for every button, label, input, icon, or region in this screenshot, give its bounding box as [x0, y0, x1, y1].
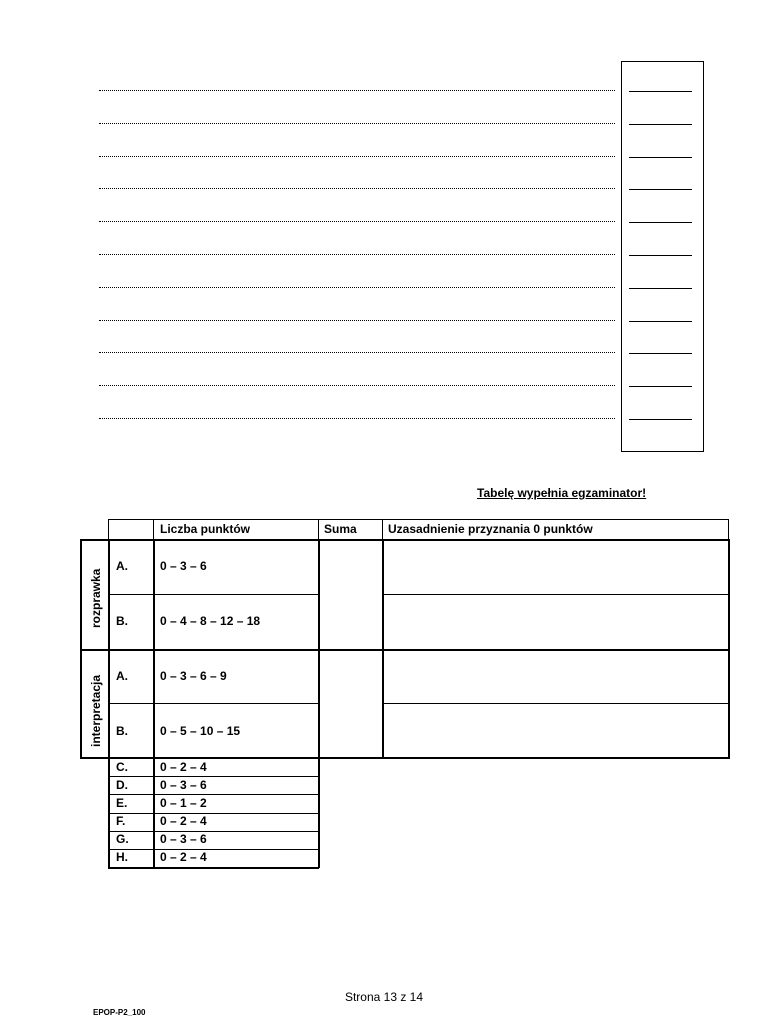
- extra-row-letter: C.: [116, 760, 128, 774]
- grid-line: [153, 519, 154, 540]
- row-letter: B.: [116, 724, 128, 738]
- extra-row-points: 0 – 3 – 6: [160, 832, 207, 846]
- header-justification: Uzasadnienie przyznania 0 punktów: [388, 522, 593, 536]
- header-sum: Suma: [324, 522, 357, 536]
- justification-cell[interactable]: [382, 703, 728, 758]
- group-label-interpretacja: interpretacja: [89, 674, 103, 747]
- grid-line: [80, 539, 729, 541]
- extra-row-points: 0 – 2 – 4: [160, 850, 207, 864]
- group-label-rozprawka: rozprawka: [89, 568, 103, 628]
- grid-line: [382, 539, 384, 759]
- score-line[interactable]: [629, 189, 692, 190]
- answer-line[interactable]: [99, 156, 615, 157]
- answer-line[interactable]: [99, 221, 615, 222]
- grid-line: [318, 758, 320, 868]
- grid-line: [108, 539, 110, 759]
- score-line[interactable]: [629, 124, 692, 125]
- grid-line: [318, 519, 319, 540]
- grid-line: [80, 757, 729, 759]
- justification-cell[interactable]: [382, 594, 728, 650]
- grid-line: [108, 519, 109, 540]
- grid-line: [108, 776, 318, 777]
- grid-line: [80, 539, 82, 759]
- grid-line: [108, 813, 318, 814]
- justification-cell[interactable]: [382, 650, 728, 703]
- answer-line[interactable]: [99, 352, 615, 353]
- extra-row-points: 0 – 1 – 2: [160, 796, 207, 810]
- grid-line: [728, 539, 730, 759]
- score-line[interactable]: [629, 91, 692, 92]
- score-line[interactable]: [629, 419, 692, 420]
- answer-line[interactable]: [99, 385, 615, 386]
- table-caption: Tabelę wypełnia egzaminator!: [477, 486, 647, 500]
- score-line[interactable]: [629, 255, 692, 256]
- grid-line: [108, 519, 729, 520]
- grid-line: [108, 867, 319, 869]
- header-points: Liczba punktów: [160, 522, 250, 536]
- score-line[interactable]: [629, 222, 692, 223]
- extra-row-points: 0 – 2 – 4: [160, 814, 207, 828]
- page-number: Strona 13 z 14: [344, 990, 424, 1004]
- justification-cell[interactable]: [382, 540, 728, 594]
- grid-line: [108, 594, 154, 595]
- grid-line: [153, 594, 318, 595]
- score-box: [621, 61, 704, 452]
- row-points: 0 – 3 – 6 – 9: [160, 669, 227, 683]
- extra-row-points: 0 – 2 – 4: [160, 760, 207, 774]
- grid-line: [153, 703, 318, 704]
- grid-line: [108, 849, 318, 850]
- answer-line[interactable]: [99, 188, 615, 189]
- row-letter: A.: [116, 669, 128, 683]
- answer-line[interactable]: [99, 254, 615, 255]
- score-line[interactable]: [629, 321, 692, 322]
- answer-line[interactable]: [99, 287, 615, 288]
- grid-line: [382, 519, 383, 540]
- extra-row-letter: H.: [116, 850, 128, 864]
- grid-line: [382, 703, 728, 704]
- score-line[interactable]: [629, 288, 692, 289]
- extra-row-points: 0 – 3 – 6: [160, 778, 207, 792]
- extra-row-letter: D.: [116, 778, 128, 792]
- grid-line: [318, 539, 320, 759]
- document-code: EPOP-P2_100: [93, 1008, 146, 1017]
- grid-line: [728, 519, 729, 540]
- row-points: 0 – 3 – 6: [160, 559, 207, 573]
- score-line[interactable]: [629, 157, 692, 158]
- extra-row-letter: G.: [116, 832, 129, 846]
- extra-row-letter: F.: [116, 814, 126, 828]
- grid-line: [80, 649, 729, 651]
- row-points: 0 – 5 – 10 – 15: [160, 724, 241, 738]
- sum-cell-interpretacja[interactable]: [318, 650, 382, 758]
- answer-line[interactable]: [99, 123, 615, 124]
- extra-row-letter: E.: [116, 796, 128, 810]
- answer-line[interactable]: [99, 418, 615, 419]
- row-letter: B.: [116, 614, 128, 628]
- answer-line[interactable]: [99, 320, 615, 321]
- grid-line: [382, 594, 728, 595]
- sum-cell-rozprawka[interactable]: [318, 540, 382, 650]
- grid-line: [108, 794, 318, 795]
- row-points: 0 – 4 – 8 – 12 – 18: [160, 614, 261, 628]
- score-line[interactable]: [629, 353, 692, 354]
- answer-line[interactable]: [99, 90, 615, 91]
- row-letter: A.: [116, 559, 128, 573]
- score-line[interactable]: [629, 386, 692, 387]
- grid-line: [108, 831, 318, 832]
- grid-line: [108, 703, 154, 704]
- grid-line: [153, 539, 155, 759]
